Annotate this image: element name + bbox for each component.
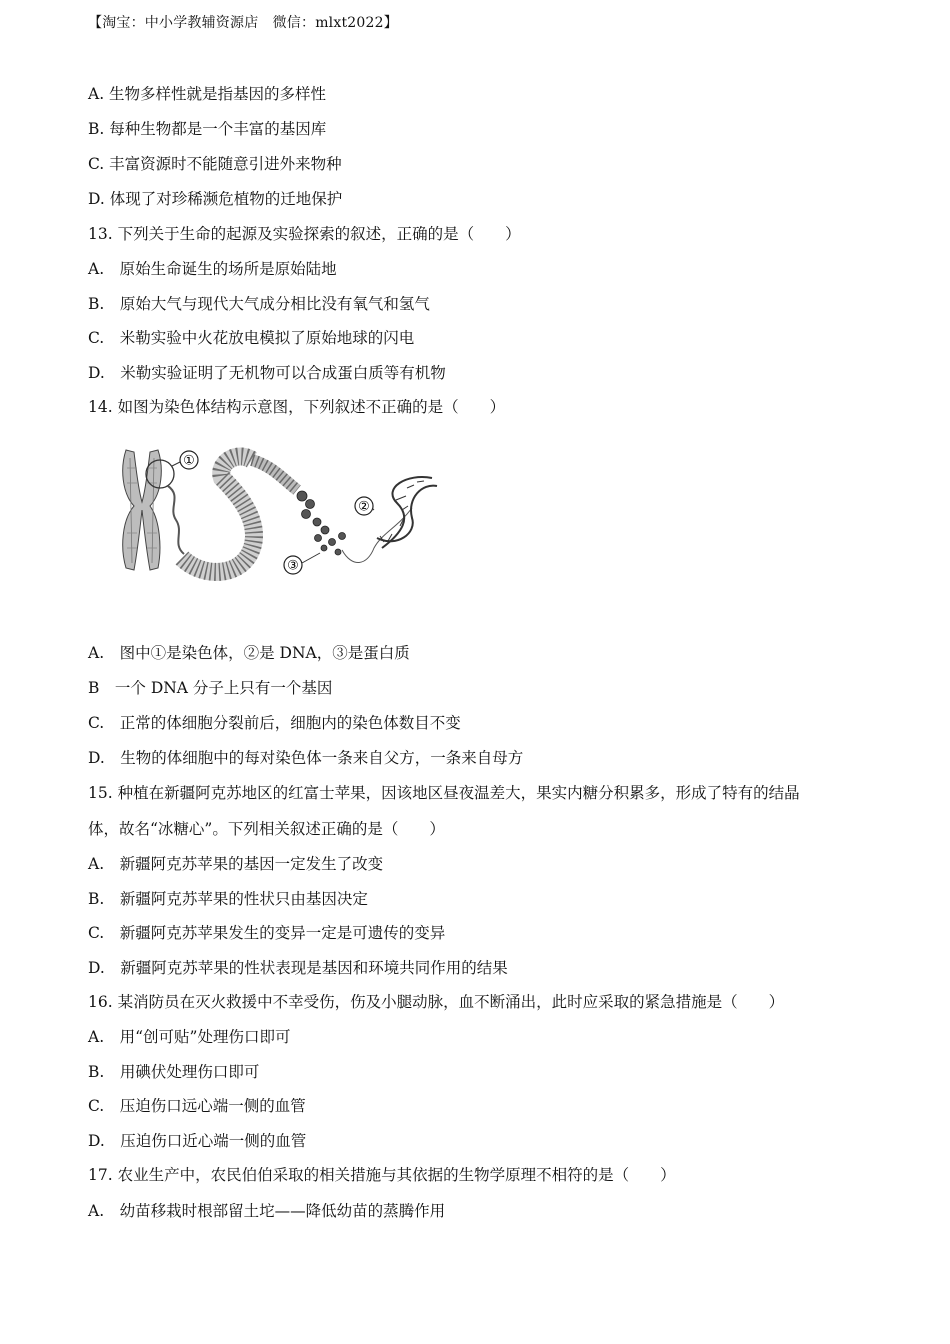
q17-stem: 17. 农业生产中，农民伯伯采取的相关措施与其依据的生物学原理不相符的是（ ） <box>88 1166 676 1184</box>
q15-stem-line1: 15. 种植在新疆阿克苏地区的红富士苹果，因该地区昼夜温差大，果实内糖分积累多，形成了特有的结晶 <box>88 784 800 802</box>
label-3: ③ <box>287 558 299 574</box>
q16-stem: 16. 某消防员在灭火救援中不幸受伤，伤及小腿动脉，血不断涌出，此时应采取的紧急措施是（ ） <box>88 993 785 1011</box>
q14-option-a: A. 图中①是染色体，②是 DNA，③是蛋白质 <box>88 644 410 662</box>
q14-stem: 14. 如图为染色体结构示意图，下列叙述不正确的是（ ） <box>88 398 506 416</box>
dna-double-helix <box>377 477 437 548</box>
q14-option-d: D. 生物的体细胞中的每对染色体一条来自父方，一条来自母方 <box>88 749 524 767</box>
q12-option-a: A. 生物多样性就是指基因的多样性 <box>88 85 327 103</box>
chromosome-shape <box>123 450 162 570</box>
q15-option-c: C. 新疆阿克苏苹果发生的变异一定是可遗传的变异 <box>88 924 446 942</box>
chromosome-diagram <box>112 438 452 588</box>
dna-strand-link <box>342 508 412 563</box>
q13-stem: 13. 下列关于生命的起源及实验探索的叙述，正确的是（ ） <box>88 225 521 243</box>
q12-option-d: D. 体现了对珍稀濒危植物的迁地保护 <box>88 190 343 208</box>
q17-option-a: A. 幼苗移栽时根部留土坨——降低幼苗的蒸腾作用 <box>88 1202 446 1220</box>
q13-option-d: D. 米勒实验证明了无机物可以合成蛋白质等有机物 <box>88 364 446 382</box>
q12-option-c: C. 丰富资源时不能随意引进外来物种 <box>88 155 342 173</box>
q13-option-b: B. 原始大气与现代大气成分相比没有氧气和氢气 <box>88 295 430 313</box>
q16-option-b: B. 用碘伏处理伤口即可 <box>88 1063 260 1081</box>
label-3-leader <box>302 553 320 563</box>
q13-option-a: A. 原始生命诞生的场所是原始陆地 <box>88 260 337 278</box>
q15-option-b: B. 新疆阿克苏苹果的性状只由基因决定 <box>88 890 368 908</box>
label-1-leader <box>172 462 180 466</box>
nucleosome-beads <box>297 491 346 555</box>
page-header: 【淘宝：中小学教辅资源店 微信：mlxt2022】 <box>88 15 398 31</box>
q15-option-d: D. 新疆阿克苏苹果的性状表现是基因和环境共同作用的结果 <box>88 959 508 977</box>
q13-option-c: C. 米勒实验中火花放电模拟了原始地球的闪电 <box>88 329 415 347</box>
label-2: ② <box>358 499 370 515</box>
chromosome-structure-figure <box>112 438 452 588</box>
q16-option-d: D. 压迫伤口近心端一侧的血管 <box>88 1132 307 1150</box>
q16-option-a: A. 用“创可贴”处理伤口即可 <box>88 1028 291 1046</box>
q12-option-b: B. 每种生物都是一个丰富的基因库 <box>88 120 327 138</box>
label-1: ① <box>183 453 195 469</box>
solenoid-coil <box>182 453 297 571</box>
chromatin-fiber <box>168 486 184 554</box>
q15-stem-line2: 体，故名“冰糖心”。下列相关叙述正确的是（ ） <box>88 820 445 838</box>
q15-option-a: A. 新疆阿克苏苹果的基因一定发生了改变 <box>88 855 384 873</box>
q16-option-c: C. 压迫伤口远心端一侧的血管 <box>88 1097 306 1115</box>
q14-option-c: C. 正常的体细胞分裂前后，细胞内的染色体数目不变 <box>88 714 461 732</box>
q14-option-b: B 一个 DNA 分子上只有一个基因 <box>88 679 333 697</box>
